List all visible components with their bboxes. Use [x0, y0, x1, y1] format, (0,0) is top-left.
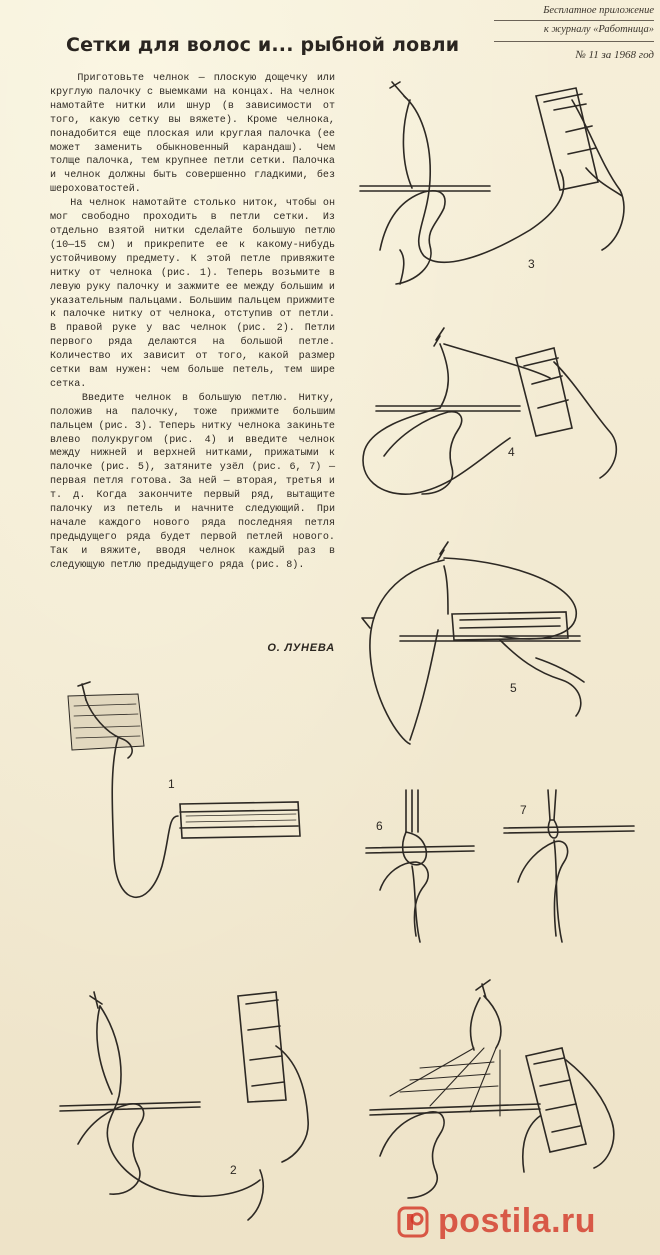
- article-title: Сетки для волос и... рыбной ловли: [66, 34, 460, 56]
- figure-4-label: 4: [508, 445, 515, 459]
- figure-2-illustration: [50, 990, 340, 1250]
- article-body: [50, 72, 342, 573]
- figure-7-illustration: [494, 786, 644, 946]
- supplement-line-2: к журналу «Работница»: [543, 24, 654, 36]
- figure-3-label: 3: [528, 257, 535, 271]
- figure-2-label: 2: [230, 1163, 237, 1177]
- paragraph-1: Приготовьте челнок — плоскую дощечку или круглую палочку с выемками на концах. На челнок намотайте нитки или шнур (в зависимости от того, какую сетку вы вяжете). Кроме челнока, понадобится еще плоская или круглая палочка (ее может заменить обыкновенный карандаш). Чем толще палочка, тем крупнее петли сетки. Палочка и челнок должны быть совершенно гладкими, без шероховатостей.: [50, 73, 342, 196]
- figure-1-label: 1: [168, 777, 175, 791]
- supplement-issue: № 11 за 1968 год: [494, 41, 654, 63]
- watermark-logo-icon: [395, 1204, 431, 1240]
- figure-5-illustration: [340, 540, 640, 760]
- figure-6-illustration: [350, 786, 490, 946]
- figure-8-illustration: [350, 976, 650, 1206]
- supplement-rule: [494, 20, 654, 21]
- figure-6-label: 6: [376, 819, 383, 833]
- figure-3-illustration: [340, 70, 640, 300]
- supplement-line-1: Бесплатное приложение: [543, 5, 654, 16]
- figure-5-label: 5: [510, 681, 517, 695]
- paragraph-2: На челнок намотайте столько ниток, чтобы он мог свободно проходить в петли сетки. Из отдельно взятой нитки сделайте большую петлю (10—15 см) и прикрепите ее к какому-нибудь устойчивому предмету. К этой петле привяжите нитку от челнока (рис. 1). Теперь возьмите в левую руку палочку и зажмите ее между большим и указательным пальцами. Большим пальцем прижмите к палочке нитку от челнока, отступив от петли. В правой руке у вас челнок (рис. 2). Петли первого ряда делаются на большой петле. Количество их зависит от того, какой размер сетки вам нужен: чем больше петель, тем шире сетка.: [50, 198, 342, 390]
- paragraph-3: Введите челнок в большую петлю. Нитку, положив на палочку, тоже прижмите большим пальцем (рис. 3). Теперь нитку челнока закиньте влево полукругом (рис. 4) и введите челнок между нижней и верхней нитками, прижатыми к палочке (рис. 5), затяните узёл (рис. 6, 7) — первая петля готова. За ней — вторая, третья и т. д. Когда закончите первый ряд, вытащите палочку из петель и начните следующий. При начале каждого нового ряда последняя петля предыдущего ряда будет первой петлей нового. Так и вяжите, вводя челнок каждый раз в следующую петлю предыдущего ряда (рис. 8).: [50, 392, 342, 571]
- watermark-text: postila.ru: [438, 1202, 597, 1240]
- figure-7-label: 7: [520, 803, 527, 817]
- article-author: О. ЛУНЕВА: [267, 642, 335, 654]
- figure-1-illustration: [50, 676, 320, 936]
- figure-4-illustration: [340, 318, 640, 508]
- supplement-note: [494, 4, 654, 63]
